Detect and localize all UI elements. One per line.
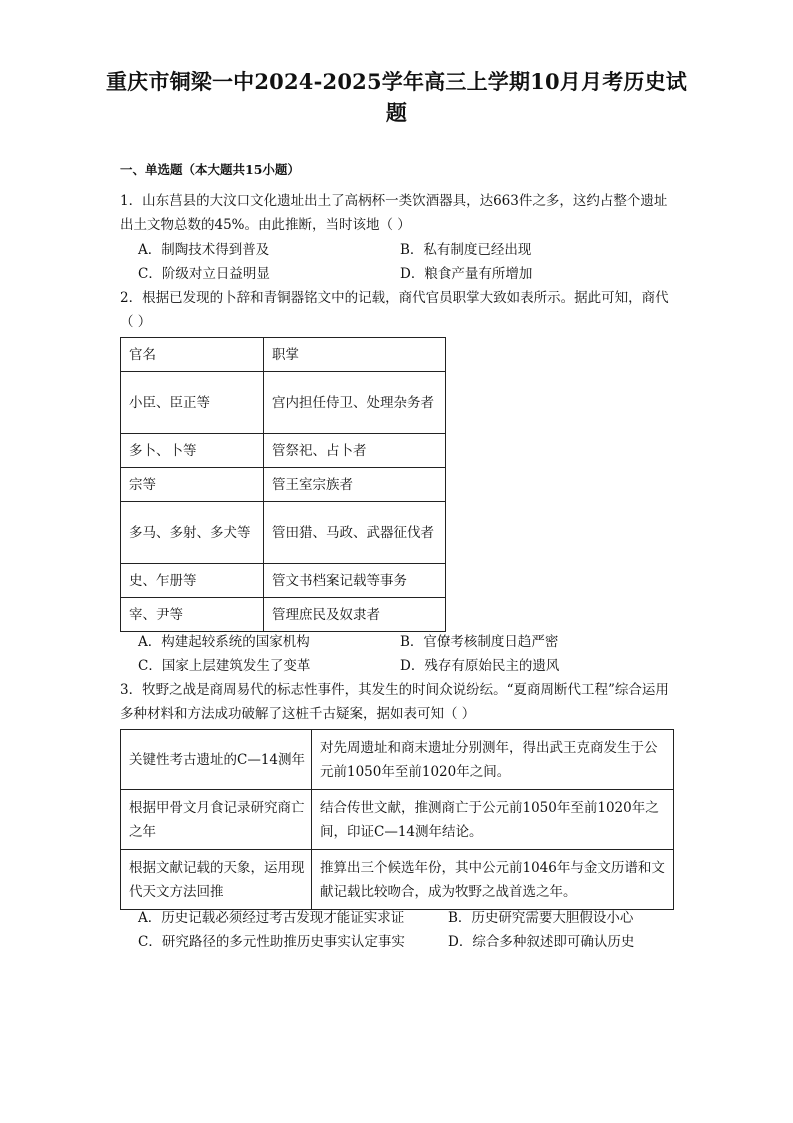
option-d: D．粮食产量有所增加 [400, 266, 533, 282]
table-cell: 多马、多射、多犬等 [121, 502, 264, 564]
table-row [121, 790, 674, 850]
option-c: C．研究路径的多元性助推历史事实认定事实 [138, 934, 405, 950]
table-cell: 对先周遗址和商末遗址分别测年，得出武王克商发生于公元前1050年至前1020年之间。 [312, 730, 674, 790]
table-cell: 根据文献记载的天象，运用现代天文方法回推 [121, 850, 312, 910]
table-row [121, 502, 446, 564]
option-d: D．综合多种叙述即可确认历史 [448, 934, 635, 950]
option-a: A．历史记载必须经过考古发现才能证实求证 [138, 910, 405, 926]
question-2-options [138, 630, 678, 678]
table-row [121, 850, 674, 910]
table-row [121, 372, 446, 434]
table-row [121, 564, 446, 598]
table-row [121, 434, 446, 468]
table-cell: 宰、尹等 [121, 598, 264, 632]
table-cell: 管文书档案记载等事务 [264, 564, 446, 598]
table-row [121, 730, 674, 790]
option-d: D．残存有原始民主的遗风 [400, 658, 560, 674]
option-c: C．国家上层建筑发生了变革 [138, 658, 311, 674]
table-cell: 小臣、臣正等 [121, 372, 264, 434]
question-3-table [120, 729, 674, 910]
option-c: C．阶级对立日益明显 [138, 266, 270, 282]
table-cell: 关键性考古遗址的C—14测年 [121, 730, 312, 790]
option-a: A．制陶技术得到普及 [138, 242, 270, 258]
table-header-row [121, 338, 446, 372]
table-cell: 管田猎、马政、武器征伐者 [264, 502, 446, 564]
table-cell: 多卜、卜等 [121, 434, 264, 468]
option-b: B．私有制度已经出现 [400, 242, 532, 258]
table-cell: 史、乍册等 [121, 564, 264, 598]
table-row [121, 598, 446, 632]
table-cell: 职掌 [264, 338, 446, 372]
question-3-stem: 3．牧野之战是商周易代的标志性事件，其发生的时间众说纷纭。“夏商周断代工程”综合运用多种材料和方法成功破解了这桩千古疑案，据如表可知（ ） [120, 682, 669, 722]
document-title: 重庆市铜梁一中2024-2025学年高三上学期10月月考历史试题 [105, 69, 688, 125]
table-row [121, 468, 446, 502]
option-a: A．构建起较系统的国家机构 [138, 634, 310, 650]
table-cell: 官名 [121, 338, 264, 372]
question-1-stem: 1．山东莒县的大汶口文化遗址出土了高柄杯一类饮酒器具，达663件之多，这约占整个遗址出土文物总数的45%。由此推断，当时该地（ ） [120, 193, 668, 233]
question-2-table [120, 337, 446, 632]
table-cell: 管祭祀、占卜者 [264, 434, 446, 468]
table-cell: 管王室宗族者 [264, 468, 446, 502]
section-heading: 一、单选题（本大题共15小题） [120, 162, 300, 177]
table-cell: 结合传世文献，推测商亡于公元前1050年至前1020年之间，印证C—14测年结论。 [312, 790, 674, 850]
table-cell: 根据甲骨文月食记录研究商亡之年 [121, 790, 312, 850]
option-b: B．官僚考核制度日趋严密 [400, 634, 559, 650]
table-cell: 管理庶民及奴隶者 [264, 598, 446, 632]
question-2-stem: 2．根据已发现的卜辞和青铜器铭文中的记载，商代官员职掌大致如表所示。据此可知，商代（ ） [120, 290, 669, 330]
table-cell: 宫内担任侍卫、处理杂务者 [264, 372, 446, 434]
question-3-options [138, 906, 678, 954]
question-1-options [138, 238, 678, 286]
table-cell: 推算出三个候选年份，其中公元前1046年与金文历谱和文献记载比较吻合，成为牧野之战首选之年。 [312, 850, 674, 910]
table-cell: 宗等 [121, 468, 264, 502]
option-b: B．历史研究需要大胆假设小心 [448, 910, 634, 926]
